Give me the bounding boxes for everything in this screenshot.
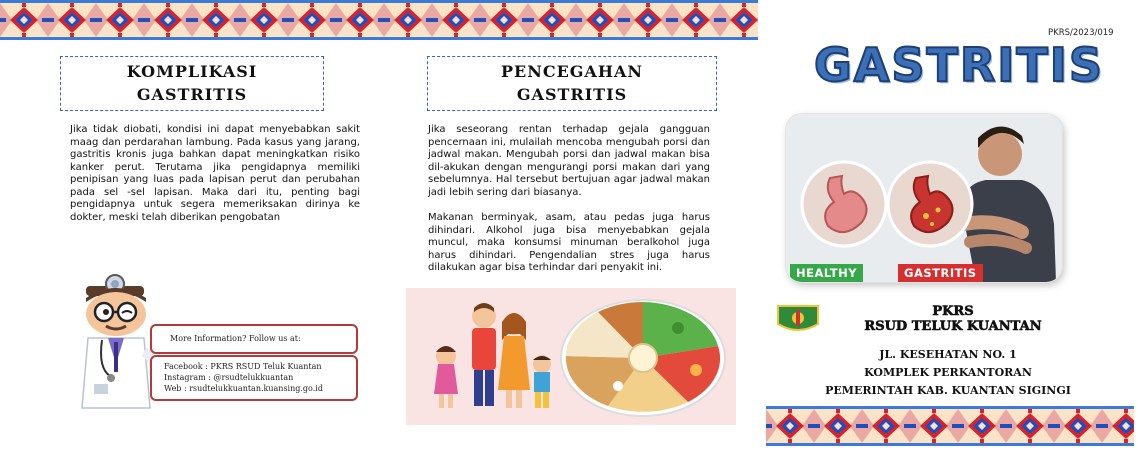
address-line3: PEMERINTAH KAB. KUANTAN SIGINGI bbox=[825, 384, 1071, 397]
prevention-para-1: Jika seseorang rentan terhadap gejala gangguan pencernaan ini, mulailah mencoba mengubah porsi dan jadwal makan. Mengubah porsi dan jadwal makan bisa dil-akukan dengan mengurangi porsi makan dari yang sebelumnya. Hal tersebut bertujuan agar jadwal makan jadi lebih sering dari biasanya. bbox=[428, 124, 710, 198]
family-food-image bbox=[406, 288, 736, 425]
label-gastritis: GASTRITIS bbox=[898, 264, 983, 282]
facebook-contact[interactable]: Facebook : PKRS RSUD Teluk Kuantan bbox=[164, 362, 322, 371]
food-platter-icon bbox=[558, 294, 728, 419]
cover-title: GASTRITIS bbox=[814, 38, 1105, 92]
family-illustration-icon bbox=[414, 298, 564, 418]
stomach-gastritis-icon bbox=[886, 160, 974, 248]
prevention-para-2: Makanan berminyak, asam, atau pedas juga harus dihindari. Alkohol juga bisa menyebabkan gejala muncul, maka konsumsi minuman beralkohol juga harus dihindari. Pengendalian stres juga harus dilakukan agar bisa terhindar dari penyakit ini. bbox=[428, 212, 710, 273]
follow-us-title: More Information? Follow us at: bbox=[170, 334, 301, 343]
prevention-title-box bbox=[427, 56, 717, 111]
org-name-line1: PKRS bbox=[932, 304, 974, 319]
complications-title-line2: GASTRITIS bbox=[136, 85, 248, 104]
address-line1: JL. KESEHATAN NO. 1 bbox=[879, 348, 1017, 361]
complications-body: Jika tidak diobati, kondisi ini dapat menyebabkan sakit maag dan perdarahan lambung. Pada kasus yang jarang, gastritis kronis juga bahkan dapat meningkatkan risiko kanker perut. Terutama jika pengidapnya memiliki penipisan yang luas pada lapisan perut dan perubahan pada sel -sel lapisan. Maka dari itu, penting bagi pengidapnya untuk segera memeriksakan dirinya ke dokter, meski telah diberikan pengobatan bbox=[70, 124, 360, 223]
left-panel bbox=[0, 0, 384, 450]
follow-us-box bbox=[150, 324, 358, 354]
stomach-healthy-icon bbox=[800, 160, 888, 248]
gastritis-hero-image bbox=[786, 114, 1062, 282]
label-healthy: HEALTHY bbox=[790, 264, 863, 282]
complications-title-line1: KOMPLIKASI bbox=[126, 62, 258, 81]
web-contact[interactable]: Web : rsudtelukkuantan.kuansing.go.id bbox=[164, 384, 323, 393]
contact-box bbox=[150, 355, 358, 401]
ornament-pattern-icon-bottom bbox=[766, 409, 1134, 443]
right-panel bbox=[758, 0, 1138, 450]
org-name-line2: RSUD TELUK KUANTAN bbox=[864, 319, 1042, 334]
prevention-title-line1: PENCEGAHAN bbox=[500, 62, 643, 81]
middle-panel bbox=[384, 0, 758, 450]
bottom-ornament-border bbox=[766, 406, 1134, 446]
address-line2: KOMPLEK PERKANTORAN bbox=[864, 366, 1032, 379]
complications-title-box bbox=[60, 56, 324, 111]
hospital-logo-icon bbox=[776, 304, 820, 334]
document-code: PKRS/2023/019 bbox=[1048, 28, 1114, 38]
instagram-contact[interactable]: Instagram : @rsudtelukkuantan bbox=[164, 373, 294, 382]
prevention-title-line2: GASTRITIS bbox=[516, 85, 628, 104]
